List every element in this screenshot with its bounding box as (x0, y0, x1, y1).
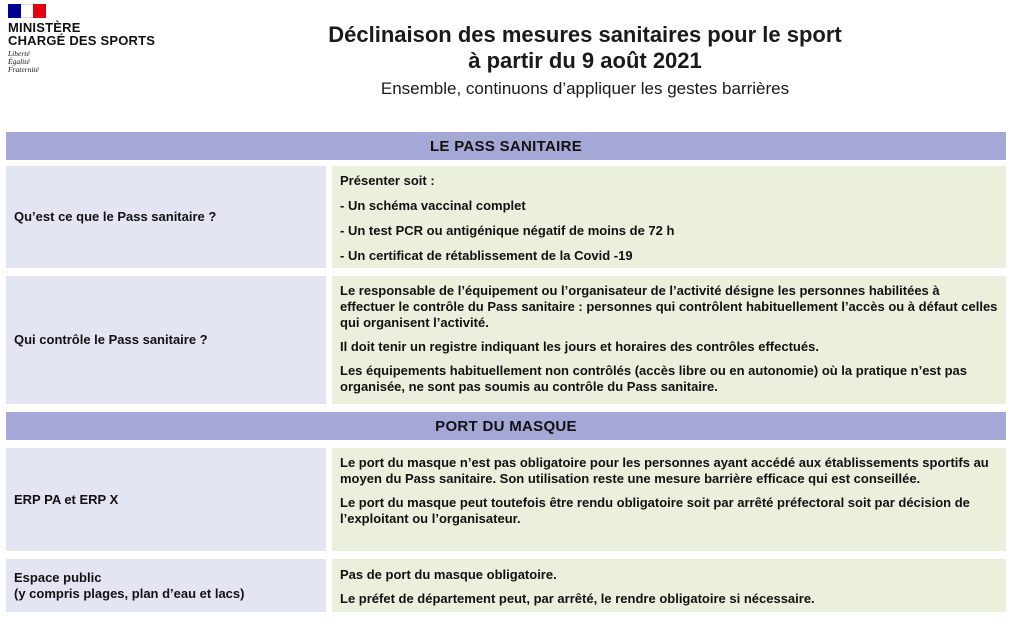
ministry-name (8, 21, 155, 47)
answer-paragraph: Le port du masque n’est pas obligatoire pour les personnes ayant accédé aux établissements sportifs au moyen du Pass sanitaire. Son utilisation reste une mesure barrière efficace qui est conseillée. (340, 455, 989, 486)
republic-motto (8, 50, 155, 74)
table-row-erp (6, 448, 1006, 551)
answer-paragraph: Le port du masque peut toutefois être rendu obligatoire soit par arrêté préfectoral soit par décision de l’exploitant ou l’organisateur. (340, 495, 970, 526)
row-answer (332, 166, 1006, 268)
answer-paragraph: Les équipements habituellement non contrôlés (accès libre ou en autonomie) où la pratique n’est pas organisée, ne sont pas soumis au contrôle du Pass sanitaire. (340, 363, 968, 394)
answer-list-item: - Un certificat de rétablissement de la Covid -19 (340, 248, 633, 263)
question-line-2: (y compris plages, plan d’eau et lacs) (14, 585, 245, 601)
table-row-espace-public (6, 559, 1006, 612)
motto-liberte: Liberté (8, 49, 30, 58)
ministry-line-1: MINISTÈRE (8, 20, 81, 35)
question-line-1: Espace public (14, 569, 102, 585)
french-flag-icon (8, 4, 46, 18)
motto-egalite: Égalité (8, 57, 30, 66)
answer-paragraph: Présenter soit : (340, 173, 435, 188)
page-title-line-2: à partir du 9 août 2021 (468, 48, 702, 73)
ministry-logo (8, 4, 155, 74)
row-answer (332, 559, 1006, 612)
row-answer (332, 276, 1006, 404)
section-header-pass-sanitaire: LE PASS SANITAIRE (6, 132, 1006, 160)
answer-paragraph: Pas de port du masque obligatoire. (340, 567, 557, 582)
page-subtitle: Ensemble, continuons d’appliquer les gestes barrières (380, 79, 790, 98)
table-row-pass-definition (6, 166, 1006, 268)
row-question (6, 559, 326, 612)
row-answer (332, 448, 1006, 551)
table-row-pass-control (6, 276, 1006, 404)
title-block (250, 22, 920, 99)
page-title-line-1: Déclinaison des mesures sanitaires pour le sport (328, 22, 842, 47)
row-question: Qu’est ce que le Pass sanitaire ? (6, 166, 326, 268)
motto-fraternite: Fraternité (8, 65, 39, 74)
answer-list-item: - Un test PCR ou antigénique négatif de moins de 72 h (340, 223, 675, 238)
row-question: Qui contrôle le Pass sanitaire ? (6, 276, 326, 404)
ministry-line-2: CHARGÉ DES SPORTS (8, 33, 156, 48)
answer-paragraph: Le préfet de département peut, par arrêté, le rendre obligatoire si nécessaire. (340, 591, 815, 606)
answer-paragraph: Le responsable de l’équipement ou l’organisateur de l’activité désigne les personnes habilitées à effectuer le contrôle du Pass sanitaire : personnes qui contrôlent habituellement l’accès ou à défaut celles qui organisent l’activité. (340, 283, 998, 330)
section-header-port-du-masque: PORT DU MASQUE (6, 412, 1006, 440)
answer-paragraph: Il doit tenir un registre indiquant les jours et horaires des contrôles effectués. (340, 339, 819, 354)
row-question: ERP PA et ERP X (6, 448, 326, 551)
answer-list-item: - Un schéma vaccinal complet (340, 198, 526, 213)
